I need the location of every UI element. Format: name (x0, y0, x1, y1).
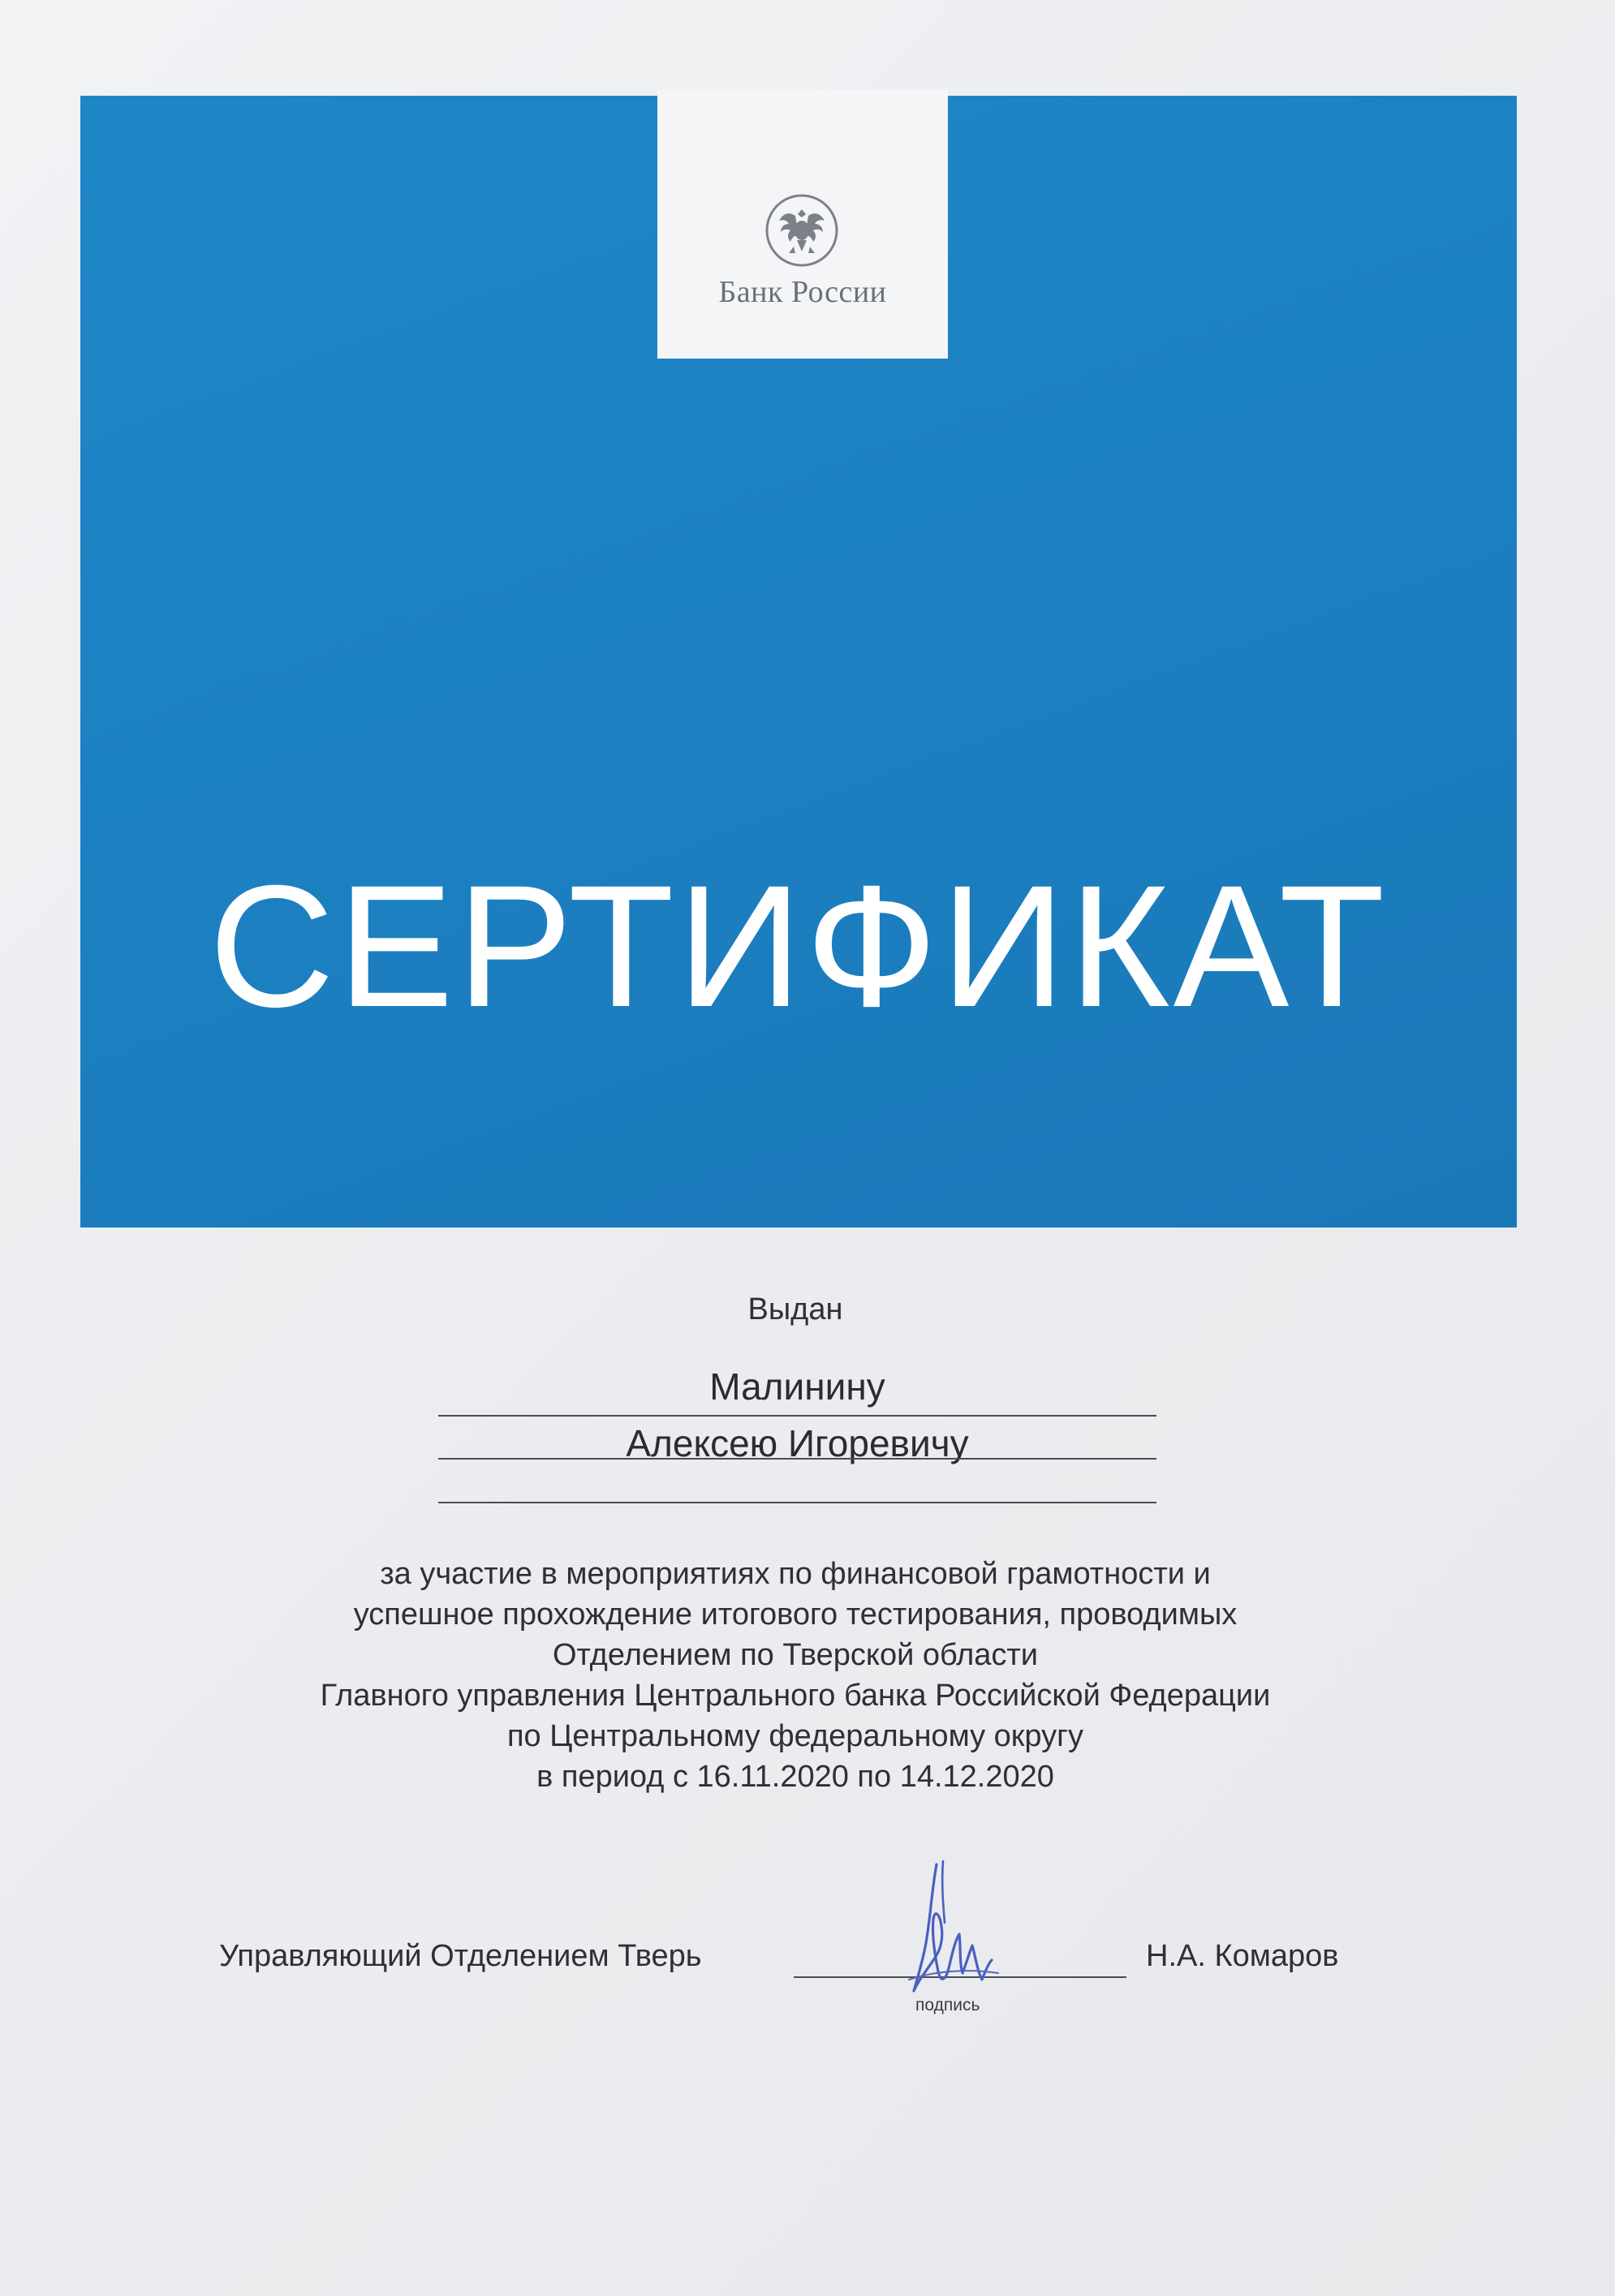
double-headed-eagle-icon (764, 193, 839, 268)
body-line: Главного управления Центрального банка Российской Федерации (320, 1679, 1271, 1713)
recipient-surname: Малинину (709, 1365, 885, 1408)
recipient-line-3 (438, 1502, 1156, 1503)
logo-box (657, 89, 948, 359)
body-line: успешное прохождение итогового тестирования, проводимых (353, 1597, 1238, 1632)
handwritten-signature (885, 1858, 1023, 2020)
certificate-body (162, 1554, 1428, 1797)
body-line: по Центральному федеральному округу (506, 1719, 1084, 1753)
recipient-line-1 (438, 1415, 1156, 1417)
recipient-given-names: Алексею Игоревичу (626, 1422, 969, 1464)
signatory-role: Управляющий Отделением Тверь (219, 1939, 702, 1973)
certificate-title: СЕРТИФИКАТ (209, 849, 1389, 1043)
body-line: Отделением по Тверской области (552, 1638, 1039, 1672)
body-line: в период с 16.11.2020 по 14.12.2020 (536, 1760, 1054, 1794)
signatory-name: Н.А. Комаров (1146, 1939, 1339, 1973)
signature-caption: подпись (915, 1996, 980, 2014)
issued-label: Выдан (747, 1292, 843, 1326)
recipient-line-2 (438, 1458, 1156, 1460)
bank-name: Банк России (718, 275, 887, 309)
body-line: за участие в мероприятиях по финансовой грамотности и (380, 1557, 1211, 1591)
